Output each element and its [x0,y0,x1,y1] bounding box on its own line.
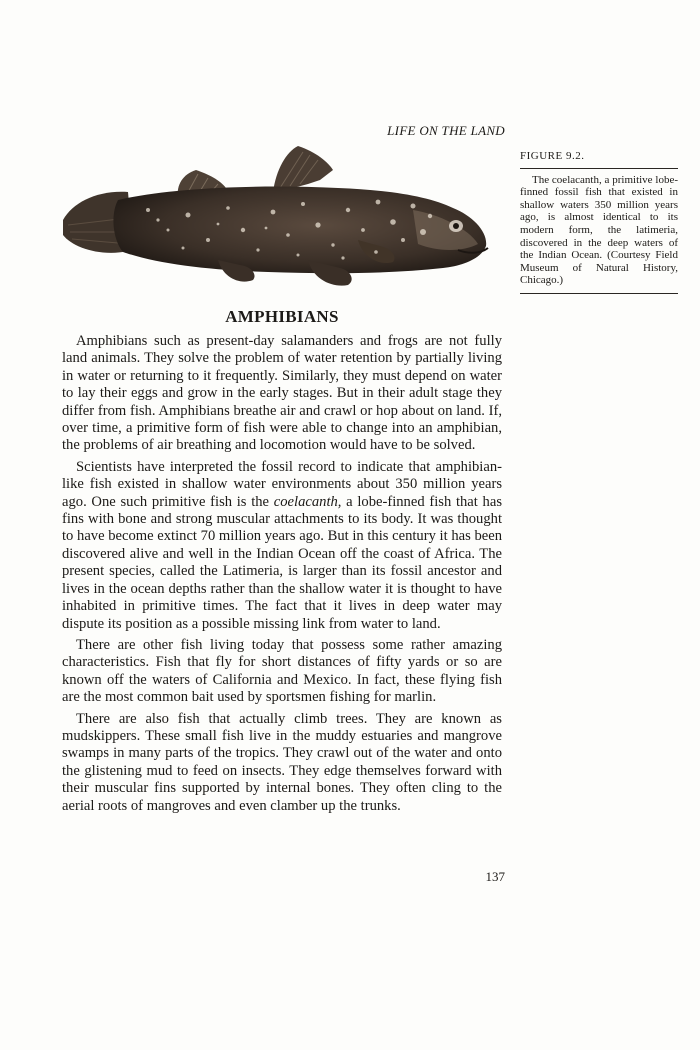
paragraph: There are also fish that actually climb trees. They are known as mudskippers. These small fish live in the muddy estuaries and mangrove swamps in many parts of the tropics. They crawl out of the water and onto the glistening mud to feed on insects. They edge themselves forward with their muscular fins supported by internal bones. They often cling to the aerial roots of mangroves and even clamber up the trunks. [62,710,502,814]
figure-label: FIGURE 9.2. [520,150,585,162]
section-heading: AMPHIBIANS [225,307,339,326]
paragraph-text: Scientists have interpreted the fossil record to indicate that amphibian-like fish existed in shallow water environments about 350 million years ago. One such primitive fish is the [62,458,502,510]
figure-caption-box [520,150,678,294]
paragraph: Amphibians such as present-day salamanders and frogs are not fully land animals. They solve the problem of water retention by partially living in water or returning to it frequently. Similarly, they must depend on water to lay their eggs and grow in the early stages. But in their adult stage they differ from fish. Amphibians breathe air and crawl or hop about on land. If, over time, a primitive form of fish were able to change into an amphibian, the problems of air breathing and locomotion would have to be solved. [62,333,502,454]
paragraph-italic-term: coelacanth, [273,493,342,510]
paragraph [62,459,502,633]
running-head: LIFE ON THE LAND [387,123,505,138]
body-text [62,333,502,819]
page-number: 137 [485,869,505,884]
paragraph: There are other fish living today that possess some rather amazing characteristics. Fish that fly for short distances of fifty yards or so are known off the waters of California and Mexico. In fact, these flying fish are the most common bait used by sportsmen fishing for marlin. [62,636,502,706]
figure-caption: The coelacanth, a primitive lobe-finned fossil fish that existed in shallow waters 350 million years ago, is almost identical to its modern form, the latimeria, discovered in the deep waters of the Indian Ocean. (Courtesy Field Museum of Natural History, Chicago.) [520,169,678,294]
coelacanth-photo [58,140,498,290]
paragraph-text: a lobe-finned fish that has fins with bone and strong muscular attachments to its body. It was thought to have become extinct 70 million years ago. But in this century it has been discovered alive and well in the Indian Ocean off the coast of Africa. The present species, called the Latimeria, is larger than its fossil ancestor and lives in the ocean depths rather than the shallow water it is thought to have inhabited in primitive times. The fact that it lives in deep water may dispute its position as a possible missing link from water to land. [62,493,503,632]
